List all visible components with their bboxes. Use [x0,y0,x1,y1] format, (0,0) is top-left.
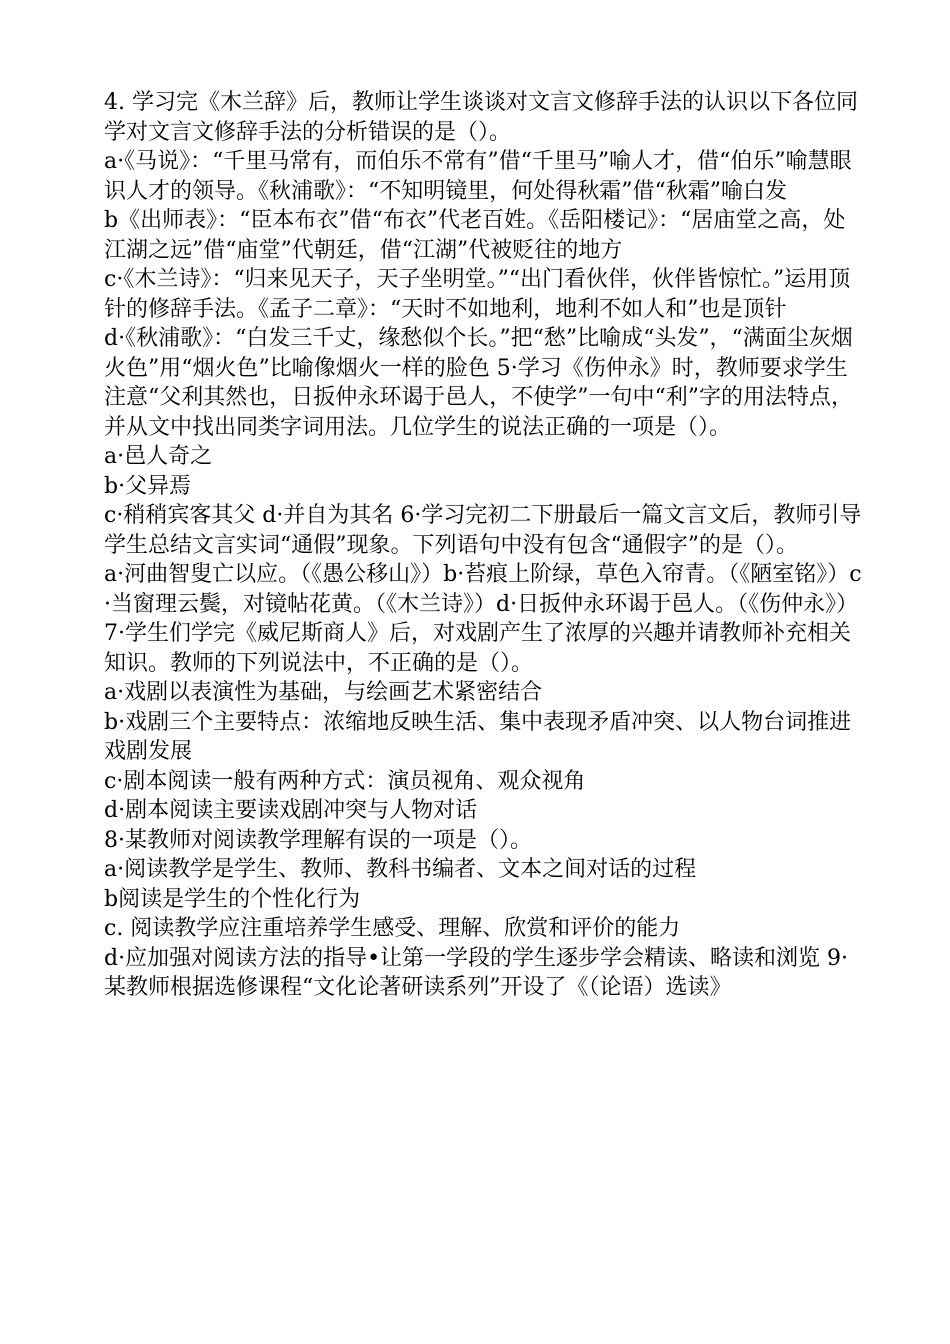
question-4-option-c: c·《木兰诗》：“归来见天子，天子坐明堂。”“出门看伙伴，伙伴皆惊忙。”运用顶针的修辞手法。《孟子二章》：“天时不如地利，地利不如人和”也是顶针 [104,267,851,322]
question-7-option-c: c·剧本阅读一般有两种方式：演员视角、观众视角 [104,768,586,794]
question-8-option-a: a·阅读教学是学生、教师、教科书编者、文本之间对话的过程 [104,857,697,882]
question-4-option-d-and-question-5-stem: d·《秋浦歌》：“白发三千丈，缘愁似个长。”把“愁”比喻成“头发”，“满面尘灰烟火色”用“烟火色”比喻像烟火一样的脸色 5·学习《伤仲永》时，教师要求学生注意“父利其然也，日扳仲永环谒于邑人，不使学”一句中“利”字的用法特点，并从文中找出同类字词用法。几位学生的说法正确的一项是（）。 [104,326,853,440]
question-8-option-d-and-question-9-stem: d·应加强对阅读方法的指导•让第一学段的学生逐步学会精读、略读和浏览 9·某教师根据选修课程“文化论著研读系列”开设了《（论语）选读》 [104,945,849,1000]
question-4-option-a: a·《马说》：“千里马常有，而伯乐不常有”借“千里马”喻人才，借“伯乐”喻慧眼识人才的领导。《秋浦歌》：“不知明镜里，何处得秋霜”借“秋霜”喻白发 [104,149,852,204]
question-7-option-d: d·剧本阅读主要读戏剧冲突与人物对话 [104,798,478,823]
question-8-option-b: b阅读是学生的个性化行为 [104,886,361,912]
question-5-option-a: a·邑人奇之 [104,444,213,469]
question-4-option-b: b《出师表》：“臣本布衣”借“布衣”代老百姓。《岳阳楼记》：“居庙堂之高，处江湖之远”借“庙堂”代朝廷，借“江湖”代被贬往的地方 [104,208,846,263]
document-page [104,88,864,1003]
question-8-stem: 8·某教师对阅读教学理解有误的一项是（）。 [104,827,532,853]
question-8-option-c: c. 阅读教学应注重培养学生感受、理解、欣赏和评价的能力 [104,916,681,941]
question-5-option-b: b·父异焉 [104,473,192,499]
question-6-options-and-question-7-stem: a·河曲智叟亡以应。（《愚公移山》）b·苔痕上阶绿，草色入帘青。（《陋室铭》）c·当窗理云鬓，对镜帖花黄。（《木兰诗》）d·日扳仲永环谒于邑人。（《伤仲永》）7·学生们学完《威尼斯商人》后，对戏剧产生了浓厚的兴趣并请教师补充相关知识。教师的下列说法中，不正确的是（）。 [104,562,862,676]
question-7-option-b: b·戏剧三个主要特点：浓缩地反映生活、集中表现矛盾冲突、以人物台词推进戏剧发展 [104,709,852,764]
question-7-option-a: a·戏剧以表演性为基础，与绘画艺术紧密结合 [104,680,543,705]
question-4-stem: 4. 学习完《木兰辞》后，教师让学生谈谈对文言文修辞手法的认识以下各位同学对文言文修辞手法的分析错误的是（）。 [104,90,858,145]
question-5-options-c-d-and-question-6-stem: c·稍稍宾客其父 d·并自为其名 6·学习完初二下册最后一篇文言文后，教师引导学生总结文言实词“通假”现象。下列语句中没有包含“通假字”的是（）。 [104,503,862,558]
